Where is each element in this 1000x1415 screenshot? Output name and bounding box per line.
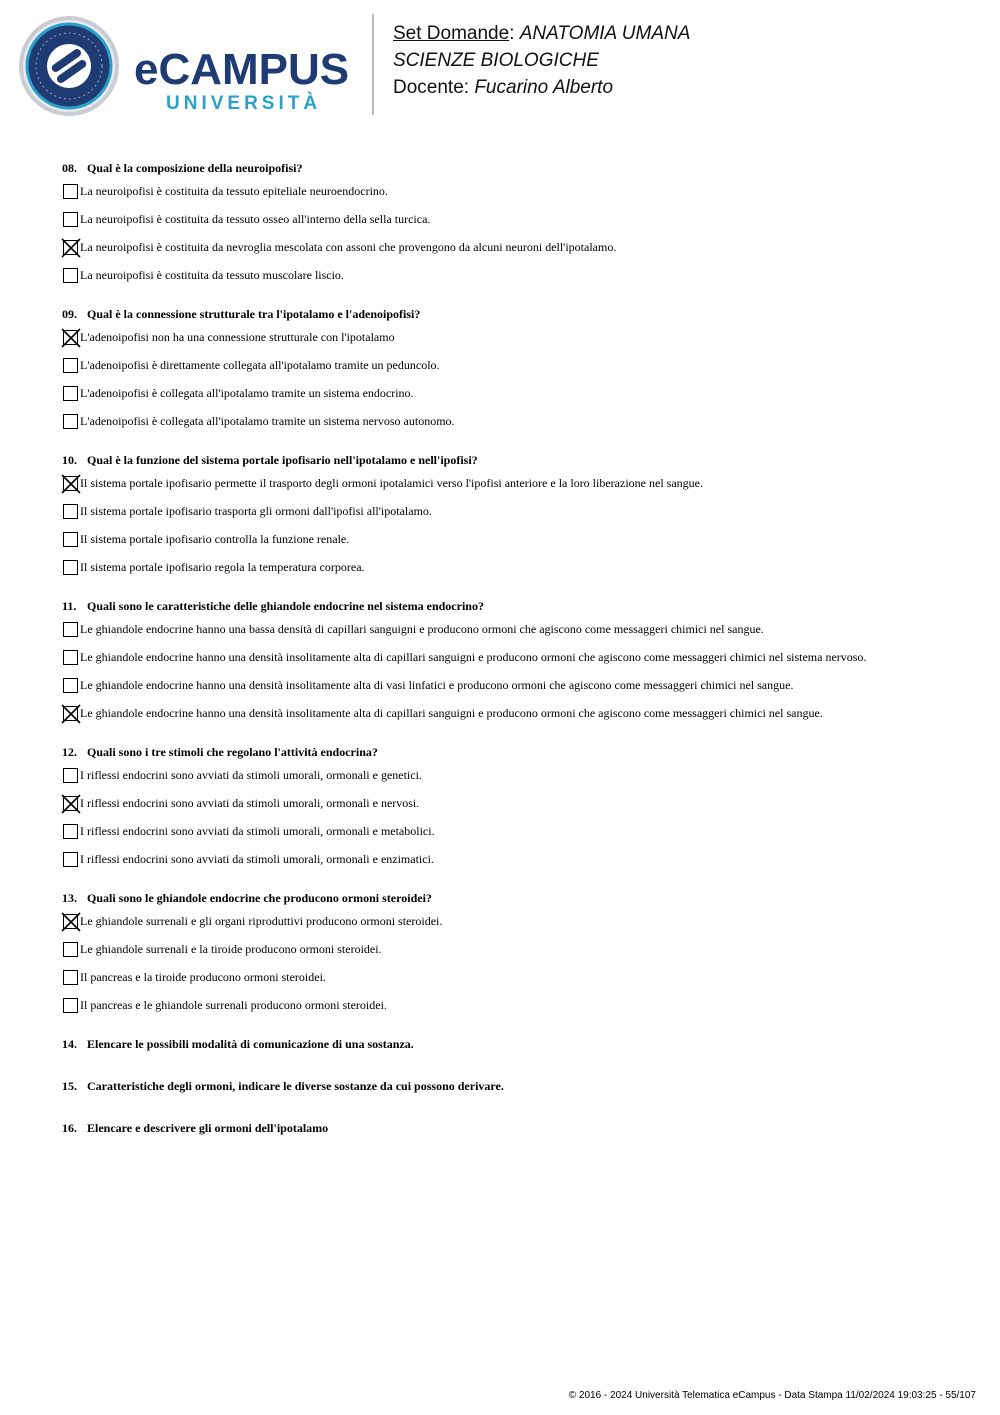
- open-question: [62, 1120, 982, 1136]
- checkbox[interactable]: [63, 560, 78, 575]
- ecampus-logo: [14, 14, 354, 118]
- answer-option[interactable]: [62, 558, 982, 586]
- answer-text: Il pancreas e la tiroide producono ormoni steroidei.: [80, 970, 326, 984]
- question-number: 10.: [62, 453, 77, 467]
- checkbox[interactable]: [63, 622, 78, 637]
- header-info: [393, 20, 690, 101]
- page-footer: © 2016 - 2024 Università Telematica eCampus - Data Stampa 11/02/2024 19:03:25 - 55/107: [568, 1390, 976, 1401]
- set-label: Set Domande: [393, 23, 510, 44]
- checkbox[interactable]: [63, 386, 78, 401]
- question-list: [62, 160, 982, 1162]
- answer-option[interactable]: [62, 384, 982, 412]
- x-mark-icon: [60, 473, 82, 495]
- answer-option[interactable]: [62, 266, 982, 294]
- checkbox[interactable]: [63, 268, 78, 283]
- checkbox[interactable]: [63, 414, 78, 429]
- checkbox[interactable]: [63, 768, 78, 783]
- question-text: Caratteristiche degli ormoni, indicare le diverse sostanze da cui possono derivare.: [87, 1079, 504, 1093]
- question-number: 16.: [62, 1121, 77, 1135]
- question-number: 13.: [62, 891, 77, 905]
- question-text: Qual è la funzione del sistema portale ipofisario nell'ipotalamo e nell'ipofisi?: [87, 453, 478, 467]
- answer-text: Le ghiandole surrenali e la tiroide producono ormoni steroidei.: [80, 942, 382, 956]
- answer-option[interactable]: [62, 412, 982, 440]
- checkbox[interactable]: [63, 212, 78, 227]
- answer-text: Le ghiandole endocrine hanno una densità insolitamente alta di capillari sanguigni e producono ormoni che agiscono come messaggeri chimici nel sistema nervoso.: [80, 650, 867, 664]
- answer-option[interactable]: [62, 912, 982, 940]
- answer-text: La neuroipofisi è costituita da tessuto osseo all'interno della sella turcica.: [80, 212, 431, 226]
- question-number: 12.: [62, 745, 77, 759]
- answer-option[interactable]: [62, 502, 982, 530]
- answer-text: I riflessi endocrini sono avviati da stimoli umorali, ormonali e metabolici.: [80, 824, 435, 838]
- answer-text: L'adenoipofisi non ha una connessione strutturale con l'ipotalamo: [80, 330, 395, 344]
- answer-text: Il sistema portale ipofisario controlla la funzione renale.: [80, 532, 350, 546]
- question-block: [62, 160, 982, 294]
- answer-text: L'adenoipofisi è collegata all'ipotalamo tramite un sistema endocrino.: [80, 386, 414, 400]
- answer-option[interactable]: [62, 182, 982, 210]
- question-title: [62, 890, 982, 906]
- answer-text: La neuroipofisi è costituita da nevroglia mescolata con assoni che provengono da alcuni neuroni dell'ipotalamo.: [80, 240, 617, 254]
- question-block: [62, 598, 982, 732]
- question-title: [62, 160, 982, 176]
- question-number: 08.: [62, 161, 77, 175]
- answer-option[interactable]: [62, 620, 982, 648]
- checked-checkbox[interactable]: [63, 240, 78, 255]
- answer-text: Le ghiandole surrenali e gli organi riproduttivi producono ormoni steroidei.: [80, 914, 443, 928]
- answer-text: Le ghiandole endocrine hanno una densità insolitamente alta di vasi linfatici e producono ormoni che agiscono come messaggeri chimici nel sangue.: [80, 678, 794, 692]
- answer-text: Le ghiandole endocrine hanno una densità insolitamente alta di capillari sanguigni e producono ormoni che agiscono come messaggeri chimici nel sangue.: [80, 706, 823, 720]
- checked-checkbox[interactable]: [63, 914, 78, 929]
- checkbox[interactable]: [63, 824, 78, 839]
- question-title: [62, 744, 982, 760]
- question-text: Quali sono i tre stimoli che regolano l'attività endocrina?: [87, 745, 378, 759]
- teacher-line: [393, 74, 690, 101]
- answer-option[interactable]: [62, 328, 982, 356]
- checkbox[interactable]: [63, 970, 78, 985]
- open-question: [62, 1078, 982, 1094]
- question-text: Qual è la composizione della neuroipofisi?: [87, 161, 303, 175]
- question-text: Qual è la connessione strutturale tra l'ipotalamo e l'adenoipofisi?: [87, 307, 421, 321]
- answer-option[interactable]: [62, 356, 982, 384]
- question-title: [62, 598, 982, 614]
- degree-name: SCIENZE BIOLOGICHE: [393, 50, 599, 71]
- answer-text: L'adenoipofisi è collegata all'ipotalamo tramite un sistema nervoso autonomo.: [80, 414, 455, 428]
- answer-option[interactable]: [62, 850, 982, 878]
- checkbox[interactable]: [63, 650, 78, 665]
- answer-text: La neuroipofisi è costituita da tessuto muscolare liscio.: [80, 268, 344, 282]
- x-mark-icon: [60, 703, 82, 725]
- checked-checkbox[interactable]: [63, 796, 78, 811]
- x-mark-icon: [60, 327, 82, 349]
- question-number: 11.: [62, 599, 77, 613]
- x-mark-icon: [60, 793, 82, 815]
- answer-option[interactable]: [62, 968, 982, 996]
- answer-option[interactable]: [62, 822, 982, 850]
- open-questions: [62, 1036, 982, 1136]
- answer-text: Il sistema portale ipofisario trasporta gli ormoni dall'ipofisi all'ipotalamo.: [80, 504, 432, 518]
- question-text: Elencare le possibili modalità di comunicazione di una sostanza.: [87, 1037, 414, 1051]
- question-number: 14.: [62, 1037, 77, 1051]
- question-title: [62, 306, 982, 322]
- answer-option[interactable]: [62, 676, 982, 704]
- checkbox[interactable]: [63, 998, 78, 1013]
- question-number: 09.: [62, 307, 77, 321]
- question-title: [62, 452, 982, 468]
- page-header: [0, 0, 1000, 130]
- question-text: Elencare e descrivere gli ormoni dell'ipotalamo: [87, 1121, 329, 1135]
- checkbox[interactable]: [63, 532, 78, 547]
- checked-checkbox[interactable]: [63, 330, 78, 345]
- answer-option[interactable]: [62, 530, 982, 558]
- checkbox[interactable]: [63, 942, 78, 957]
- checked-checkbox[interactable]: [63, 476, 78, 491]
- answer-text: La neuroipofisi è costituita da tessuto epiteliale neuroendocrino.: [80, 184, 388, 198]
- answer-option[interactable]: [62, 794, 982, 822]
- course-name: ANATOMIA UMANA: [519, 23, 691, 44]
- multiple-choice-questions: [62, 160, 982, 1024]
- answer-text: Il sistema portale ipofisario regola la temperatura corporea.: [80, 560, 365, 574]
- question-text: Quali sono le caratteristiche delle ghiandole endocrine nel sistema endocrino?: [87, 599, 484, 613]
- x-mark-icon: [60, 911, 82, 933]
- question-block: [62, 452, 982, 586]
- answer-option[interactable]: [62, 766, 982, 794]
- open-question: [62, 1036, 982, 1052]
- checkbox[interactable]: [63, 504, 78, 519]
- answer-text: I riflessi endocrini sono avviati da stimoli umorali, ormonali e enzimatici.: [80, 852, 434, 866]
- checkbox[interactable]: [63, 184, 78, 199]
- svg-text:eCAMPUS: eCAMPUS: [134, 45, 350, 94]
- answer-option[interactable]: [62, 996, 982, 1024]
- question-block: [62, 890, 982, 1024]
- answer-text: I riflessi endocrini sono avviati da stimoli umorali, ormonali e genetici.: [80, 768, 422, 782]
- x-mark-icon: [60, 237, 82, 259]
- checkbox[interactable]: [63, 678, 78, 693]
- answer-text: Il pancreas e le ghiandole surrenali producono ormoni steroidei.: [80, 998, 387, 1012]
- answer-option[interactable]: [62, 648, 982, 676]
- set-line: Set Domande: ANATOMIA UMANA: [393, 23, 691, 44]
- checkbox[interactable]: [63, 358, 78, 373]
- question-block: [62, 306, 982, 440]
- teacher-name: Fucarino Alberto: [474, 77, 614, 98]
- question-block: [62, 744, 982, 878]
- answer-text: L'adenoipofisi è direttamente collegata all'ipotalamo tramite un peduncolo.: [80, 358, 440, 372]
- header-divider: [372, 14, 374, 115]
- answer-option[interactable]: [62, 704, 982, 732]
- answer-option[interactable]: [62, 940, 982, 968]
- question-text: Quali sono le ghiandole endocrine che producono ormoni steroidei?: [87, 891, 432, 905]
- svg-text:UNIVERSITÀ: UNIVERSITÀ: [166, 93, 322, 114]
- answer-option[interactable]: [62, 238, 982, 266]
- teacher-label: Docente:: [393, 77, 475, 98]
- answer-option[interactable]: [62, 210, 982, 238]
- checkbox[interactable]: [63, 852, 78, 867]
- answer-text: I riflessi endocrini sono avviati da stimoli umorali, ormonali e nervosi.: [80, 796, 420, 810]
- question-number: 15.: [62, 1079, 77, 1093]
- checked-checkbox[interactable]: [63, 706, 78, 721]
- answer-text: Le ghiandole endocrine hanno una bassa densità di capillari sanguigni e producono ormoni che agiscono come messaggeri chimici nel sangue.: [80, 622, 764, 636]
- degree-line: [393, 47, 690, 74]
- answer-option[interactable]: [62, 474, 982, 502]
- answer-text: Il sistema portale ipofisario permette il trasporto degli ormoni ipotalamici verso l'ipofisi anteriore e la loro liberazione nel sangue.: [80, 476, 703, 490]
- ecampus-logo-icon: [14, 14, 354, 118]
